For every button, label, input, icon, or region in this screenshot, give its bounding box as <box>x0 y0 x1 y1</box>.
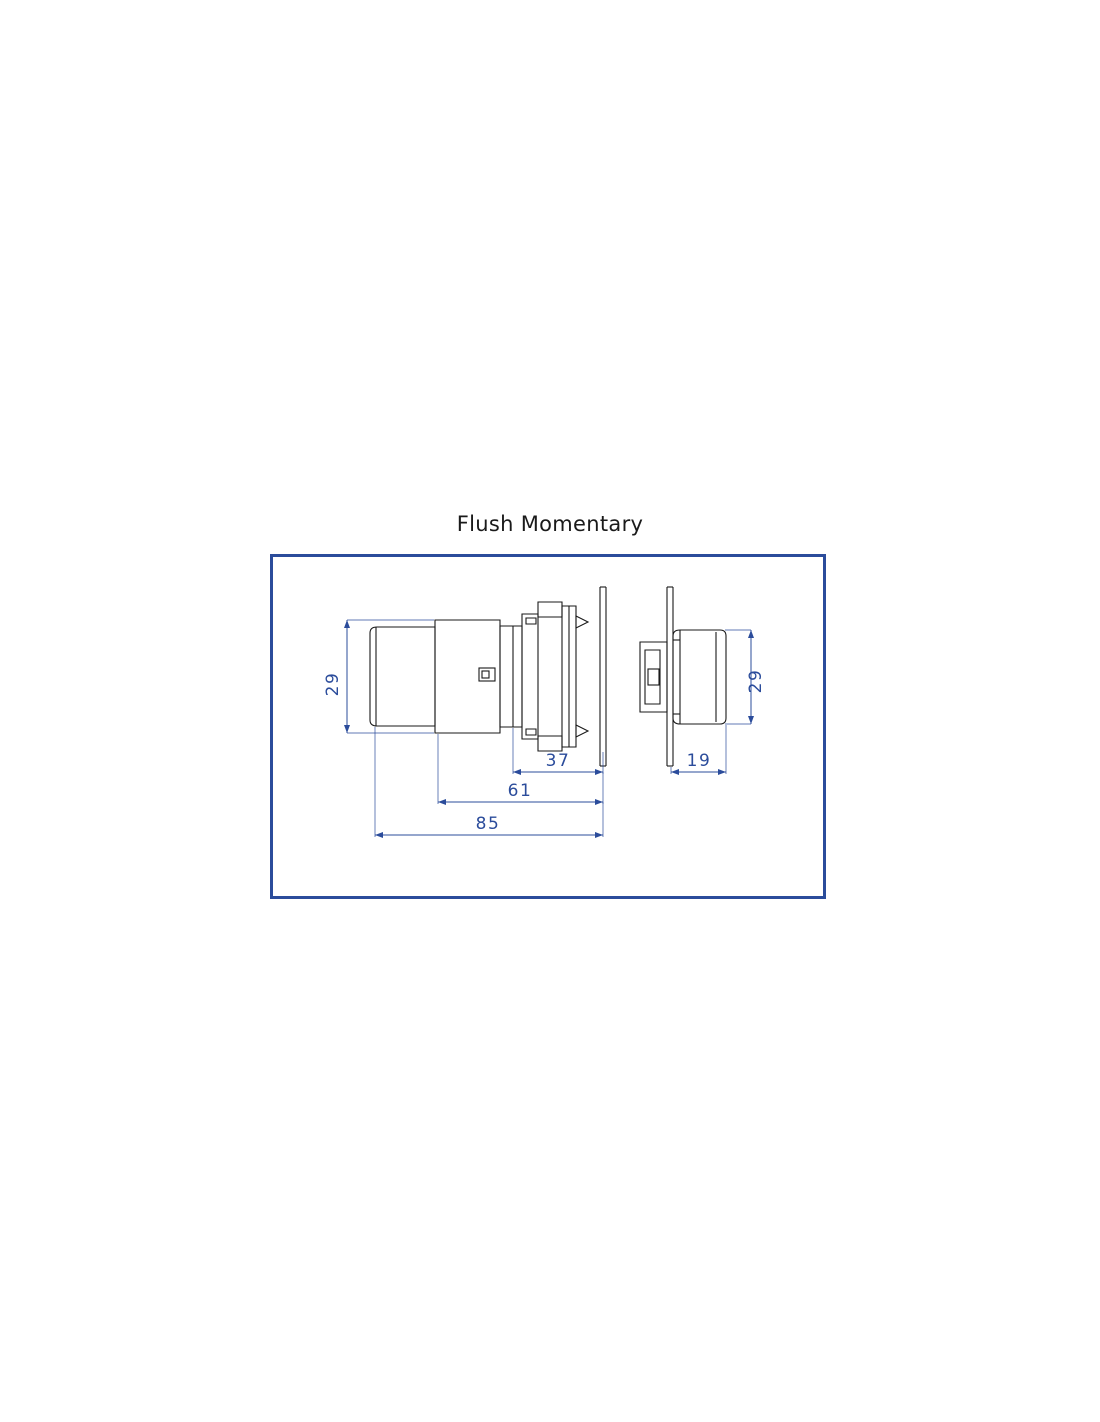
dimension-height-left: 29 <box>323 671 343 697</box>
dimension-height-right: 29 <box>746 668 766 694</box>
dimension-depth-85: 85 <box>475 814 501 834</box>
side-view-geometry <box>370 587 606 766</box>
dimension-lines <box>344 620 754 838</box>
front-view-geometry <box>640 587 726 766</box>
dimension-width-19: 19 <box>686 751 712 771</box>
dimension-depth-37: 37 <box>545 751 571 771</box>
dimension-depth-61: 61 <box>507 781 533 801</box>
page-title: Flush Momentary <box>456 512 644 536</box>
technical-drawing <box>270 554 826 899</box>
